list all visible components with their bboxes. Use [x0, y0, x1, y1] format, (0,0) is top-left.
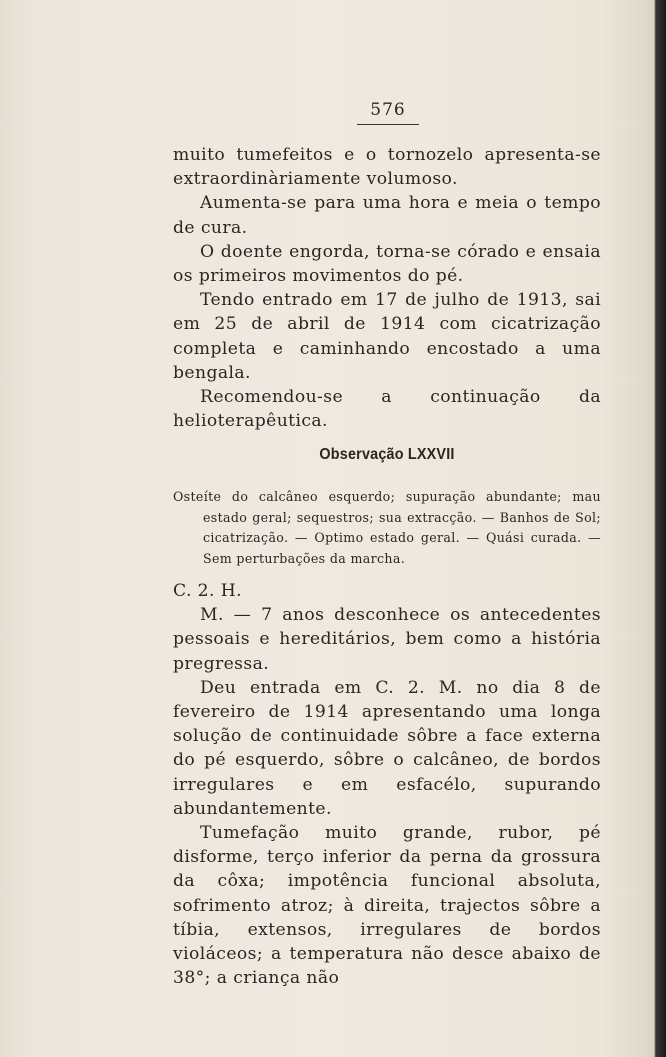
paragraph: M. — 7 anos desconhece os antecedentes pessoais e hereditários, bem como a história pregressa.: [173, 605, 601, 674]
page-number-rule: [357, 124, 419, 125]
observation-heading: Observação LXXVII: [319, 446, 455, 463]
paragraph: muito tumefeitos e o tornozelo apresenta-se extraordinàriamente volumoso.: [173, 145, 601, 190]
paragraph: Tumefação muito grande, rubor, pé disforme, terço inferior da perna da grossura da côxa; impotência funcional absoluta, sofrimento atroz; à direita, trajectos sôbre a tíbia, extensos, irregulares de bordos violáceos; a temperatura não desce abaixo de 38°; a criança não: [173, 823, 601, 989]
page-number: 576: [370, 100, 406, 120]
top-text-block: [173, 143, 601, 433]
page-edge-shadow: [656, 0, 666, 1057]
observation-summary: Osteíte do calcâneo esquerdo; supuração abundante; mau estado geral; sequestros; sua extracção. — Banhos de Sol; cicatrização. — Optimo estado geral. — Quási curada. — Sem perturbações da marcha.: [173, 489, 601, 566]
paragraph: Recomendou-se a continuação da helioterapêutica.: [173, 387, 601, 432]
paragraph: Aumenta-se para uma hora e meia o tempo de cura.: [173, 193, 601, 238]
case-id: C. 2. H.: [173, 581, 242, 601]
paragraph: Tendo entrado em 17 de julho de 1913, sai em 25 de abril de 1914 com cicatrização completa e caminhando encostado a uma bengala.: [173, 290, 601, 383]
paragraph: O doente engorda, torna-se córado e ensaia os primeiros movimentos do pé.: [173, 241, 601, 287]
paragraph: Deu entrada em C. 2. M. no dia 8 de fevereiro de 1914 apresentando uma longa solução de continuidade sôbre a face externa do pé esquerdo, sôbre o calcâneo, de bordos irregulares e em esfacélo, supurando abundantemente.: [173, 677, 601, 819]
case-text-block: [173, 579, 601, 990]
